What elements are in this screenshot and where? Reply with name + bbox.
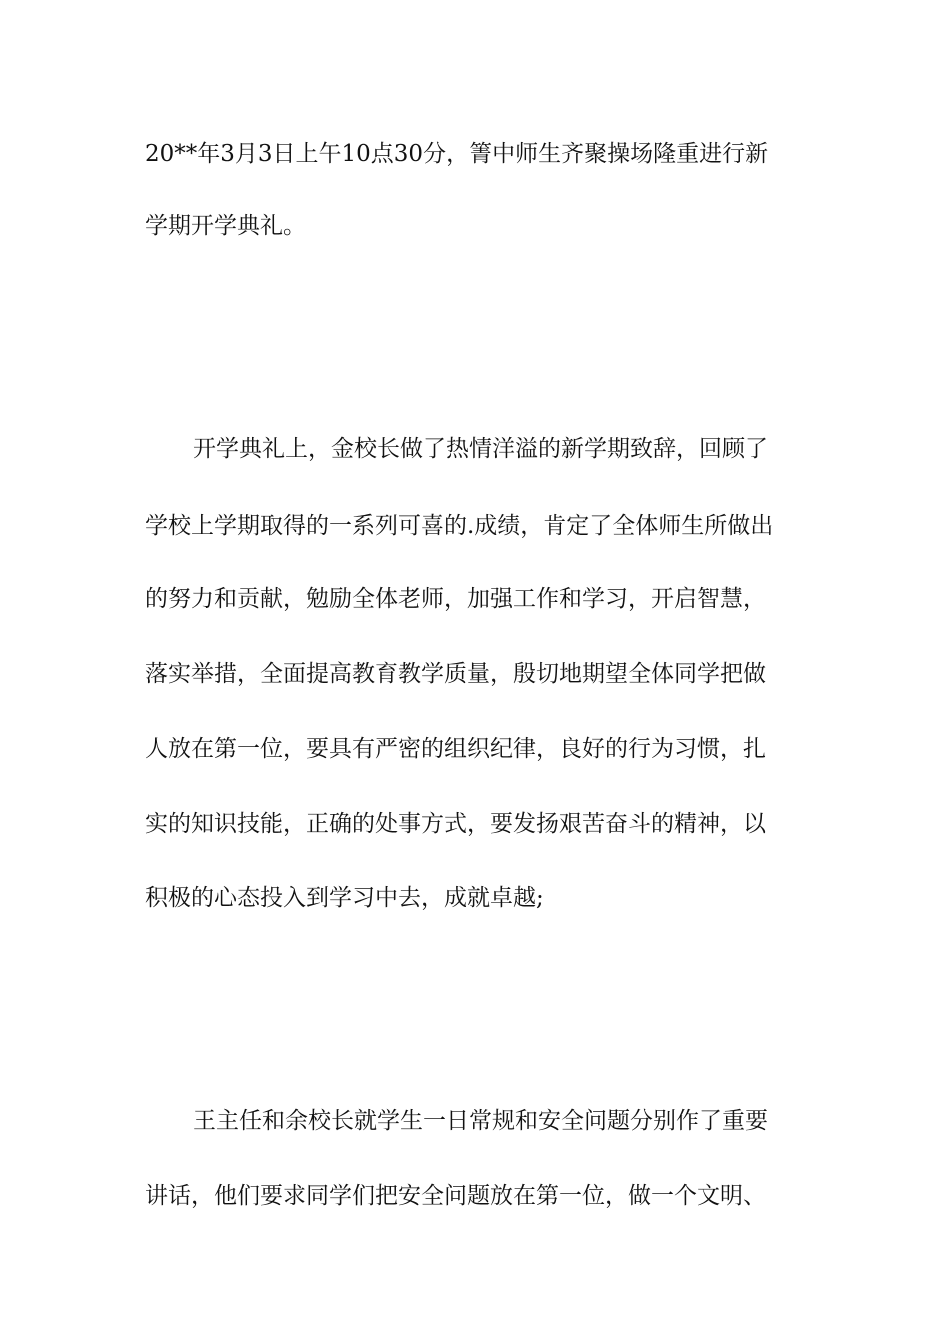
paragraph-2-line-2: 学校上学期取得的一系列可喜的.成绩，肯定了全体师生所做出 — [145, 513, 774, 539]
paragraph-2-line-6: 实的知识技能，正确的处事方式，要发扬艰苦奋斗的精神，以 — [145, 811, 766, 837]
paragraph-2-line-5: 人放在第一位，要具有严密的组织纪律，良好的行为习惯，扎 — [145, 736, 766, 762]
paragraph-2-line-4: 落实举措，全面提高教育教学质量，殷切地期望全体同学把做 — [145, 661, 766, 687]
paragraph-3-line-2: 讲话，他们要求同学们把安全问题放在第一位，做一个文明、 — [145, 1183, 766, 1209]
paragraph-2-line-3: 的努力和贡献，勉励全体老师，加强工作和学习，开启智慧， — [145, 586, 766, 612]
paragraph-3-line-1: 王主任和余校长就学生一日常规和安全问题分别作了重要 — [193, 1108, 768, 1134]
paragraph-2-line-1: 开学典礼上，金校长做了热情洋溢的新学期致辞，回顾了 — [193, 436, 768, 462]
paragraph-1-line-1: 20**年3月3日上午10点30分，箐中师生齐聚操场隆重进行新 — [145, 141, 769, 167]
paragraph-2-line-7: 积极的心态投入到学习中去，成就卓越; — [145, 885, 544, 911]
paragraph-1-line-2: 学期开学典礼。 — [145, 213, 306, 239]
